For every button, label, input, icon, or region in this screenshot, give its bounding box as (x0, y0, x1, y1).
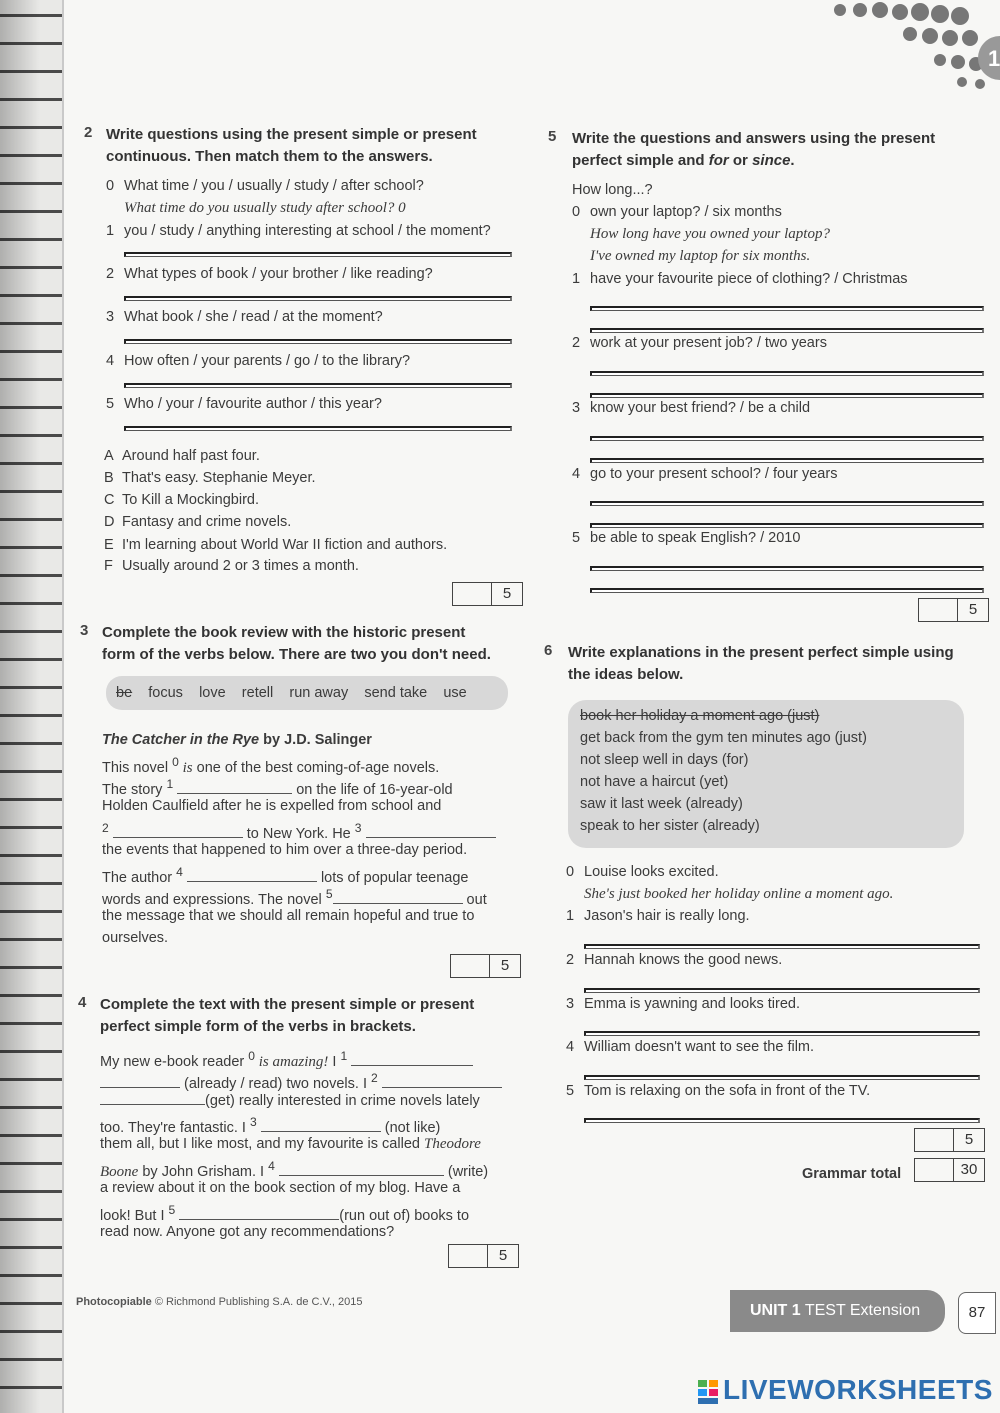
question-prompt: 4 William doesn't want to see the film. (566, 1039, 815, 1055)
text-line: (already / read) two novels. I $^2$ (100, 1068, 502, 1094)
exercise-6 (544, 642, 984, 1202)
answer-option: B That's easy. Stephanie Meyer. (104, 470, 316, 486)
idea-item: saw it last week (already) (580, 796, 743, 812)
example-prompt: 0 Louise looks excited. (566, 864, 719, 880)
answer-line-1a[interactable] (590, 306, 984, 311)
text-line: a review about it on the book section of my blog. Have a (100, 1180, 461, 1196)
word-bank-item: retell (241, 685, 274, 701)
example-answer: How long have you owned your laptop? (590, 226, 830, 242)
liveworksheets-logo: LIVEWORKSHEETS (697, 1374, 993, 1406)
word-bank-item: send (364, 685, 396, 701)
question-prompt: 3 know your best friend? / be a child (572, 400, 811, 416)
answer-line-4[interactable] (124, 383, 512, 388)
answer-line-2a[interactable] (590, 371, 984, 376)
idea-item: not sleep well in days (for) (580, 752, 749, 768)
text-line: look! But I $^5$ (run out of) books to (100, 1203, 470, 1224)
answer-option: E I'm learning about World War II fiction and authors. (104, 537, 448, 553)
word-bank-item: love (199, 685, 226, 701)
answer-line-3b[interactable] (590, 458, 984, 463)
unit-test-label: UNIT 1 TEST Extension (730, 1290, 945, 1332)
answer-line-4a[interactable] (590, 501, 984, 506)
question-prompt: 2 Hannah knows the good news. (566, 952, 783, 968)
gap-3[interactable] (261, 1117, 381, 1132)
exercise-number: 4 (78, 994, 87, 1011)
word-bank (106, 676, 508, 710)
text-line: Boone by John Grisham. I $^4$ (write) (100, 1159, 489, 1180)
question-prompt: 1 Jason's hair is really long. (566, 908, 750, 924)
gap-1[interactable] (177, 779, 292, 794)
question-prompt: 3 What book / she / read / at the moment? (106, 309, 383, 325)
score-input[interactable] (451, 955, 490, 977)
copyright-notice: Photocopiable © Richmond Publishing S.A. de C.V., 2015 (76, 1296, 363, 1308)
text-line: the message that we should all remain hopeful and true to (102, 908, 475, 924)
exercise-instructions: Write the questions and answers using the present perfect simple and for or since. (572, 130, 936, 169)
gap-1-continued[interactable] (100, 1073, 180, 1088)
exercise-number: 2 (84, 124, 93, 141)
question-prompt: 3 Emma is yawning and looks tired. (566, 996, 800, 1012)
score-input[interactable] (453, 583, 492, 605)
exercise-number: 6 (544, 642, 553, 659)
answer-line-5a[interactable] (590, 566, 984, 571)
exercise-number: 5 (548, 128, 557, 145)
binding-shadow (0, 0, 40, 1413)
grammar-total-label: Grammar total (802, 1166, 902, 1182)
question-prompt: 5 be able to speak English? / 2010 (572, 530, 801, 546)
example-prompt: 0 What time / you / usually / study / after school? (106, 178, 424, 194)
score-box: 5 (450, 954, 521, 978)
exercise-number: 3 (80, 622, 89, 639)
answer-line-5[interactable] (124, 426, 512, 431)
score-input[interactable] (919, 599, 958, 621)
text-line: ourselves. (102, 930, 169, 946)
word-bank-item: focus (148, 685, 183, 701)
unit-tab-number: 1 (988, 46, 1000, 71)
example-answer: What time do you usually study after school? 0 (124, 200, 406, 216)
answer-option: C To Kill a Mockingbird. (104, 492, 259, 508)
exercise-instructions: Write questions using the present simple or present continuous. Then match them to the answers. (106, 126, 477, 165)
gap-4[interactable] (187, 867, 317, 882)
answer-line-5b[interactable] (590, 588, 984, 593)
answer-line-1[interactable] (584, 944, 980, 949)
word-bank-item: be (116, 685, 133, 701)
question-prompt: 5 Who / your / favourite author / this year? (106, 396, 382, 412)
answer-line-5[interactable] (584, 1118, 980, 1123)
idea-item: get back from the gym ten minutes ago (just) (580, 730, 867, 746)
page-number: 87 (958, 1292, 996, 1334)
question-prompt: 1 have your favourite piece of clothing? / Christmas (572, 271, 908, 287)
example-prompt: 0 own your laptop? / six months (572, 204, 782, 220)
liveworksheets-icon (697, 1379, 719, 1405)
exercise-5 (548, 128, 988, 628)
text-line: them all, but I like most, and my favourite is called Theodore (100, 1136, 481, 1152)
text-line: words and expressions. The novel $^5$ out (102, 887, 487, 908)
answer-option: A Around half past four. (104, 448, 260, 464)
grammar-total-box: 30 (914, 1158, 985, 1182)
answer-line-2[interactable] (124, 296, 512, 301)
score-input[interactable] (449, 1245, 488, 1267)
question-prompt: 2 work at your present job? / two years (572, 335, 827, 351)
example-answer: She's just booked her holiday online a moment ago. (584, 886, 894, 902)
answer-option: D Fantasy and crime novels. (104, 514, 292, 530)
gap-2[interactable] (113, 823, 243, 838)
score-box: 5 (448, 1244, 519, 1268)
text-line: read now. Anyone got any recommendations? (100, 1224, 395, 1240)
text-line: This novel $^0$ is one of the best coming-of-age novels. (102, 755, 440, 776)
text-line: Holden Caulfield after he is expelled from school and (102, 798, 442, 814)
text-line: The author $^4$ lots of popular teenage (102, 865, 469, 886)
answer-line-3[interactable] (584, 1031, 980, 1036)
review-heading: The Catcher in the Rye by J.D. Salinger (102, 732, 372, 748)
gap-2-continued[interactable] (100, 1090, 205, 1105)
example-answer: I've owned my laptop for six months. (590, 248, 811, 264)
idea-item: book her holiday a moment ago (just) (580, 708, 820, 724)
word-bank-item: take (399, 685, 428, 701)
answer-option: F Usually around 2 or 3 times a month. (104, 558, 359, 574)
word-bank-item: use (443, 685, 467, 701)
grammar-total-input[interactable] (915, 1159, 954, 1181)
gap-1[interactable] (351, 1051, 473, 1066)
gap-5[interactable] (179, 1205, 339, 1220)
exercise-2 (84, 124, 524, 604)
text-line: the events that happened to him over a three-day period. (102, 842, 468, 858)
score-box: 5 (452, 582, 523, 606)
score-box: 5 (918, 598, 989, 622)
gap-5[interactable] (333, 889, 463, 904)
text-line: $^2$ to New York. He $^3$ (102, 818, 496, 844)
gap-3[interactable] (366, 823, 496, 838)
question-prompt: 5 Tom is relaxing on the sofa in front of the TV. (566, 1083, 871, 1099)
gap-4[interactable] (279, 1161, 444, 1176)
answer-line-1[interactable] (124, 252, 512, 257)
answer-line-3a[interactable] (590, 436, 984, 441)
answer-line-3[interactable] (124, 339, 512, 344)
exercise-instructions: Complete the book review with the historic present form of the verbs below. There are two you don't need. (102, 624, 491, 663)
text-line: (get) really interested in crime novels lately (100, 1090, 480, 1111)
question-prompt: 1 you / study / anything interesting at school / the moment? (106, 223, 491, 239)
text-line: My new e-book reader $^0$ is amazing! I $^1$ (100, 1046, 473, 1072)
text-line: The story $^1$ on the life of 16-year-old (102, 777, 453, 798)
score-box: 5 (914, 1128, 985, 1152)
exercise-instructions: Write explanations in the present perfect simple using the ideas below. (568, 644, 954, 683)
word-bank-item: run away (289, 685, 349, 701)
answer-line-4[interactable] (584, 1075, 980, 1080)
answer-line-2[interactable] (584, 988, 980, 993)
question-prompt: 4 go to your present school? / four years (572, 466, 838, 482)
score-input[interactable] (915, 1129, 954, 1151)
exercise-4 (78, 994, 518, 1274)
lead-text: How long...? (572, 182, 653, 198)
exercise-3 (80, 622, 520, 982)
idea-item: not have a haircut (yet) (580, 774, 729, 790)
dot-pattern-decoration (800, 0, 1000, 100)
text-line: too. They're fantastic. I $^3$ (not like) (100, 1115, 441, 1136)
question-prompt: 2 What types of book / your brother / like reading? (106, 266, 433, 282)
idea-item: speak to her sister (already) (580, 818, 760, 834)
exercise-instructions: Complete the text with the present simple or present perfect simple form of the verbs in brackets. (100, 996, 475, 1035)
question-prompt: 4 How often / your parents / go / to the library? (106, 353, 411, 369)
gap-2[interactable] (382, 1073, 502, 1088)
